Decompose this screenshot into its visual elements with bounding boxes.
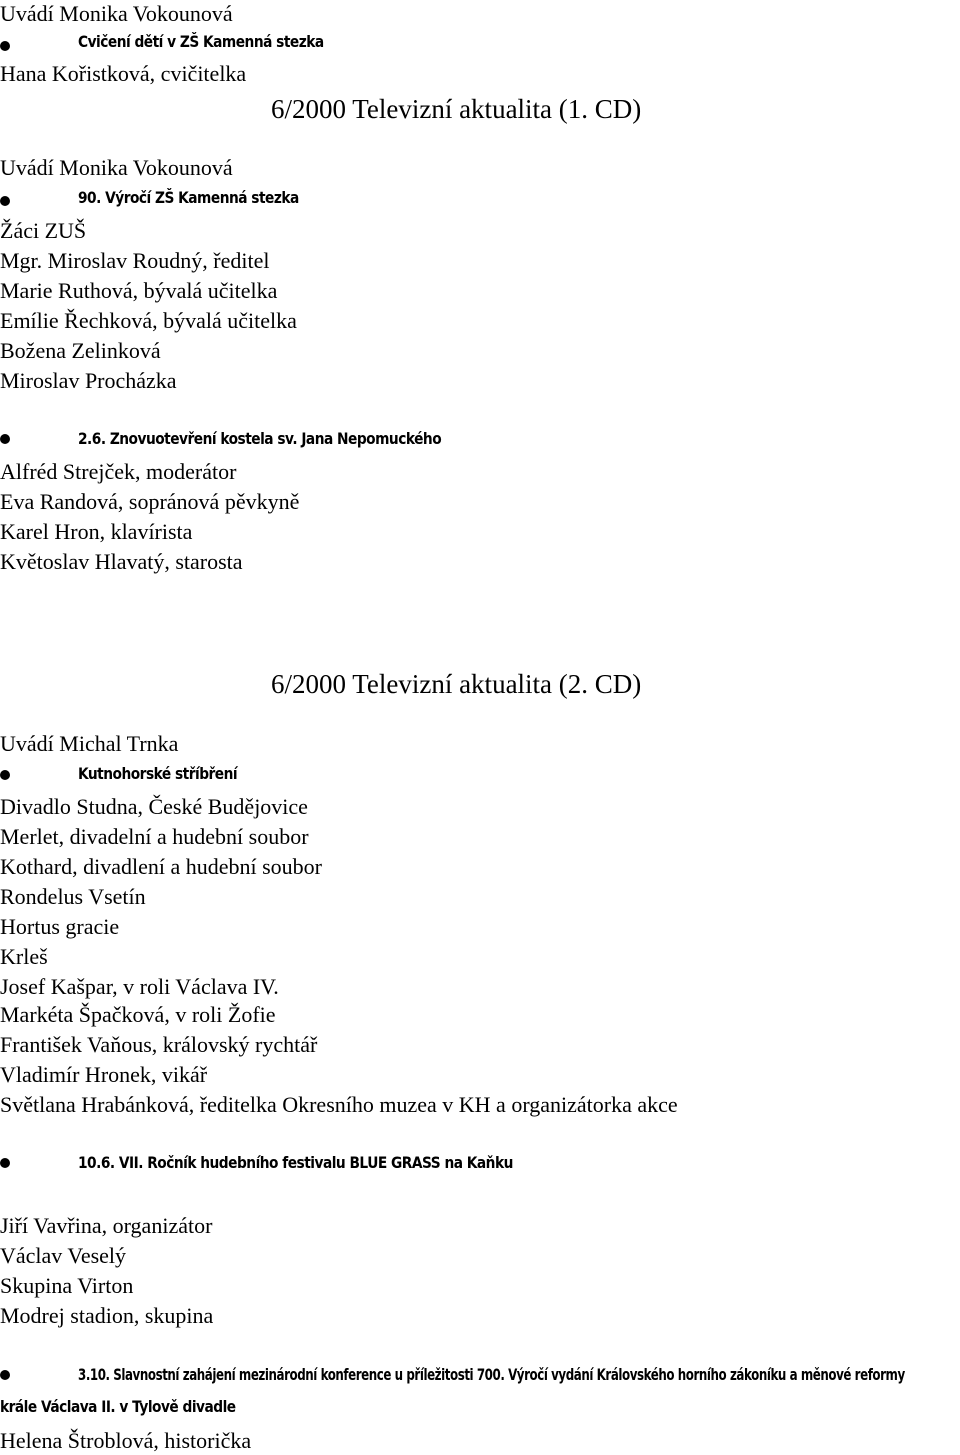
person-line: Václav Veselý <box>0 1243 127 1268</box>
person-line: Eva Randová, sopránová pěvkyně <box>0 489 300 514</box>
bullet-icon <box>0 1370 10 1380</box>
person-line: Alfréd Strejček, moderátor <box>0 459 237 484</box>
presenter-line: Uvádí Monika Vokounová <box>0 1 233 26</box>
bullet-icon <box>0 1158 10 1168</box>
person-line: Vladimír Hronek, vikář <box>0 1062 208 1087</box>
item-heading-continuation: krále Václava II. v Tylově divadle <box>0 1397 236 1416</box>
person-line: Divadlo Studna, České Budějovice <box>0 794 308 819</box>
item-heading: 2.6. Znovuotevření kostela sv. Jana Nepomuckého <box>78 429 442 448</box>
presenter-line: Uvádí Monika Vokounová <box>0 155 233 180</box>
presenter-line: Uvádí Michal Trnka <box>0 731 179 756</box>
person-line: František Vaňous, královský rychtář <box>0 1032 318 1057</box>
bullet-icon <box>0 770 10 780</box>
bullet-icon <box>0 196 10 206</box>
person-line: Markéta Špačková, v roli Žofie <box>0 1002 276 1027</box>
person-line: Světlana Hrabánková, ředitelka Okresního muzea v KH a organizátorka akce <box>0 1092 678 1117</box>
person-line: Marie Ruthová, bývalá učitelka <box>0 278 278 303</box>
person-line: Helena Štroblová, historička <box>0 1428 252 1453</box>
person-line: Květoslav Hlavatý, starosta <box>0 549 243 574</box>
item-heading: Cvičení dětí v ZŠ Kamenná stezka <box>78 32 324 51</box>
person-line: Jiří Vavřina, organizátor <box>0 1213 213 1238</box>
person-line: Miroslav Procházka <box>0 368 177 393</box>
person-line: Skupina Virton <box>0 1273 134 1298</box>
person-line: Modrej stadion, skupina <box>0 1303 214 1328</box>
person-line: Hana Kořistková, cvičitelka <box>0 61 247 86</box>
person-line: Josef Kašpar, v roli Václava IV. <box>0 974 279 999</box>
person-line: Hortus gracie <box>0 914 120 939</box>
item-heading: 10.6. VII. Ročník hudebního festivalu BLUE GRASS na Kaňku <box>78 1153 513 1172</box>
person-line: Žáci ZUŠ <box>0 218 87 243</box>
person-line: Božena Zelinková <box>0 338 161 363</box>
person-line: Merlet, divadelní a hudební soubor <box>0 824 309 849</box>
person-line: Karel Hron, klavírista <box>0 519 193 544</box>
item-heading: Kutnohorské stříbření <box>78 764 238 783</box>
item-heading: 90. Výročí ZŠ Kamenná stezka <box>78 188 299 207</box>
person-line: Krleš <box>0 944 48 969</box>
item-heading: 3.10. Slavnostní zahájení mezinárodní konference u příležitosti 700. Výročí vydání Královského horního zákoníku a měnové reformy <box>78 1365 905 1384</box>
section-title: 6/2000 Televizní aktualita (1. CD) <box>271 94 642 124</box>
person-line: Emílie Řechková, bývalá učitelka <box>0 308 297 333</box>
section-title: 6/2000 Televizní aktualita (2. CD) <box>271 669 642 699</box>
person-line: Mgr. Miroslav Roudný, ředitel <box>0 248 270 273</box>
person-line: Rondelus Vsetín <box>0 884 146 909</box>
person-line: Kothard, divadlení a hudební soubor <box>0 854 322 879</box>
bullet-icon <box>0 41 10 51</box>
bullet-icon <box>0 434 10 444</box>
